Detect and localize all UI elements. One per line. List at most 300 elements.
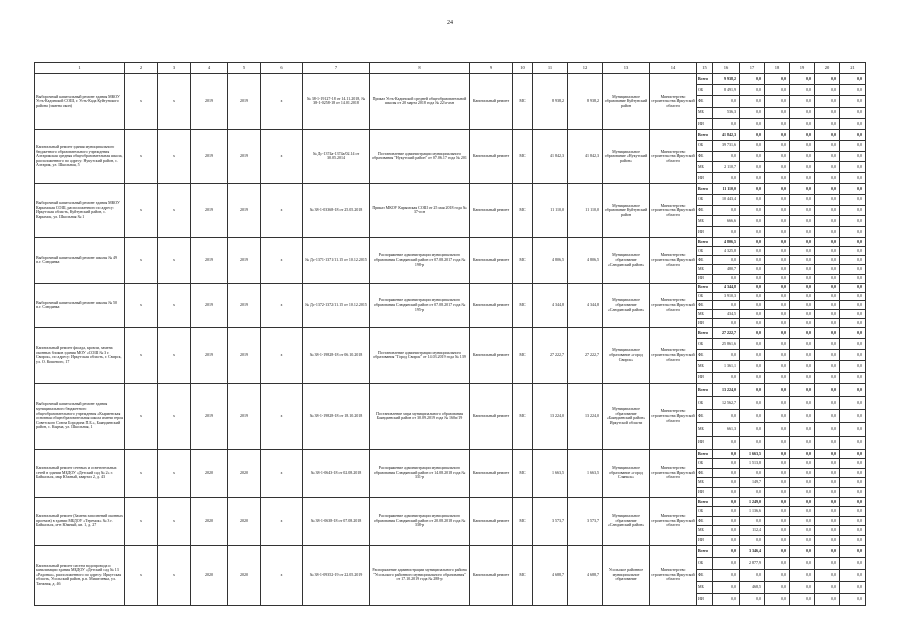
funding-value: 4 325,8: [713, 247, 740, 256]
funding-value: 0,0: [765, 468, 790, 478]
funding-value: 0,0: [740, 301, 765, 310]
funding-value: 0,0: [713, 545, 740, 557]
funding-value: 0,0: [765, 237, 790, 246]
cell-c2: х: [125, 183, 158, 237]
cell-c6: х: [261, 449, 303, 497]
cell-c10: МС: [513, 497, 533, 545]
funding-value: 0,0: [765, 205, 790, 216]
cell-c12: 4 688,7: [568, 545, 603, 605]
funding-value: 0,0: [740, 129, 765, 140]
funding-value: 3 346,4: [740, 545, 765, 557]
cell-c8: Постановление мэра муниципального образования Баяндаевский район от 30.09.2019 года № 160п/19: [370, 383, 470, 449]
funding-value: 0,0: [840, 151, 866, 162]
cell-c14: Министерство строительства Иркутской области: [650, 545, 697, 605]
funding-source-label: ФБ: [697, 96, 713, 107]
cell-name: Капитальный ремонт здания муниципального бюджетного образовательного учреждения Алтарикская средняя общеобразовательная школа, расположенного по адресу: Нукутский район, с. Алтарик, ул. Школьная, 5: [35, 129, 125, 183]
funding-value: 0,0: [815, 265, 840, 274]
funding-value: 0,0: [790, 410, 815, 423]
funding-value: 0,0: [815, 107, 840, 118]
funding-value: 666,6: [713, 216, 740, 227]
cell-c9: Капитальный ремонт: [470, 183, 513, 237]
funding-value: 0,0: [840, 319, 866, 328]
funding-value: 0,0: [790, 327, 815, 338]
funding-value: 0,0: [815, 436, 840, 449]
funding-value: 0,0: [790, 194, 815, 205]
cell-c2: х: [125, 74, 158, 130]
funding-value: 0,0: [765, 183, 790, 194]
funding-value: 0,0: [740, 283, 765, 292]
funding-value: 0,0: [815, 557, 840, 569]
funding-source-label: МБ: [697, 526, 713, 536]
funding-value: 0,0: [790, 140, 815, 151]
cell-c13: Муниципальное образование Куйтунский район: [603, 74, 650, 130]
cell-c10: МС: [513, 129, 533, 183]
funding-source-label: МБ: [697, 478, 713, 488]
cell-c12: 11 110,0: [568, 183, 603, 237]
column-number-11: 11: [533, 63, 568, 74]
funding-value: 0,0: [765, 383, 790, 396]
funding-value: 0,0: [790, 151, 815, 162]
cell-c7: № 38-1-0638-18 от 07.08.2018: [303, 497, 370, 545]
funding-value: 27 222,7: [713, 327, 740, 338]
cell-c4: 2020: [191, 545, 228, 605]
funding-value: 0,0: [815, 545, 840, 557]
funding-value: 0,0: [765, 118, 790, 129]
column-number-20: 20: [815, 63, 840, 74]
funding-value: 0,0: [815, 237, 840, 246]
funding-value: 0,0: [840, 107, 866, 118]
table-row: [35, 74, 866, 85]
funding-source-label: ИИ: [697, 488, 713, 498]
funding-value: 0,0: [740, 162, 765, 173]
cell-c14: Министерство строительства Иркутской области: [650, 237, 697, 283]
cell-c11: 4 344,8: [533, 283, 568, 327]
funding-value: 0,0: [815, 319, 840, 328]
cell-c11: 1 663,5: [533, 449, 568, 497]
funding-source-label: ОБ: [697, 194, 713, 205]
funding-value: 0,0: [765, 319, 790, 328]
funding-value: 0,0: [713, 227, 740, 238]
funding-value: 0,0: [740, 423, 765, 436]
funding-value: 0,0: [765, 140, 790, 151]
funding-value: 0,0: [713, 301, 740, 310]
funding-value: 0,0: [815, 497, 840, 507]
funding-value: 468,5: [740, 581, 765, 593]
funding-value: 0,0: [840, 557, 866, 569]
funding-source-label: ФБ: [697, 256, 713, 265]
funding-source-label: ФБ: [697, 350, 713, 361]
funding-value: 0,0: [840, 383, 866, 396]
cell-c6: х: [261, 183, 303, 237]
funding-value: 0,0: [740, 107, 765, 118]
cell-c13: Муниципальное образование «Слюдянский район»: [603, 283, 650, 327]
funding-value: 1 249,0: [740, 497, 765, 507]
funding-value: 0,0: [740, 265, 765, 274]
column-number-row: [35, 63, 866, 74]
column-number-1: 1: [35, 63, 125, 74]
funding-value: 0,0: [840, 581, 866, 593]
funding-value: 0,0: [790, 449, 815, 459]
funding-value: 0,0: [840, 274, 866, 283]
funding-value: 0,0: [815, 310, 840, 319]
funding-value: 0,0: [815, 118, 840, 129]
cell-c2: х: [125, 545, 158, 605]
funding-value: 0,0: [713, 497, 740, 507]
objects-table: [34, 62, 866, 606]
cell-c14: Министерство строительства Иркутской области: [650, 183, 697, 237]
funding-value: 0,0: [740, 216, 765, 227]
funding-source-label: Всего: [697, 74, 713, 85]
funding-value: 0,0: [713, 319, 740, 328]
funding-value: 0,0: [713, 350, 740, 361]
table-row: [35, 545, 866, 557]
funding-value: 0,0: [765, 216, 790, 227]
cell-c6: х: [261, 129, 303, 183]
funding-value: 0,0: [840, 545, 866, 557]
funding-value: 0,0: [765, 410, 790, 423]
funding-source-label: ФБ: [697, 569, 713, 581]
funding-value: 0,0: [840, 118, 866, 129]
funding-value: 0,0: [790, 256, 815, 265]
funding-value: 0,0: [765, 227, 790, 238]
funding-value: 0,0: [790, 74, 815, 85]
funding-value: 0,0: [765, 557, 790, 569]
funding-value: 0,0: [740, 372, 765, 383]
funding-value: 0,0: [840, 162, 866, 173]
funding-value: 0,0: [765, 545, 790, 557]
funding-value: 0,0: [840, 74, 866, 85]
funding-value: 0,0: [790, 545, 815, 557]
cell-name: Выборочный капитальный ремонт здания МКОУ Карымская СОШ, расположенного по адресу: Иркутская область, Куйтунский район, с. Карымск, ул. Школьная № 1: [35, 183, 125, 237]
funding-value: 0,0: [740, 205, 765, 216]
funding-source-label: Всего: [697, 497, 713, 507]
cell-c5: 2020: [228, 449, 261, 497]
funding-value: 10 443,4: [713, 194, 740, 205]
funding-value: 0,0: [765, 339, 790, 350]
funding-value: 0,0: [713, 372, 740, 383]
funding-source-label: МБ: [697, 361, 713, 372]
funding-value: 0,0: [765, 265, 790, 274]
funding-value: 0,0: [815, 526, 840, 536]
cell-c5: 2019: [228, 74, 261, 130]
funding-value: 0,0: [815, 478, 840, 488]
funding-value: 0,0: [765, 372, 790, 383]
funding-value: 0,0: [815, 256, 840, 265]
funding-value: 0,0: [790, 526, 815, 536]
funding-value: 0,0: [815, 423, 840, 436]
funding-source-label: ИИ: [697, 536, 713, 546]
column-number-8: 8: [370, 63, 470, 74]
funding-value: 0,0: [815, 339, 840, 350]
cell-c14: Министерство строительства Иркутской области: [650, 449, 697, 497]
funding-value: 0,0: [815, 536, 840, 546]
cell-c9: Капитальный ремонт: [470, 449, 513, 497]
cell-c11: 4 806,5: [533, 237, 568, 283]
funding-value: 0,0: [765, 96, 790, 107]
cell-c7: № Дс-1372-1372/11.15 от 10.12.2015: [303, 283, 370, 327]
funding-value: 0,0: [840, 372, 866, 383]
funding-value: 0,0: [790, 319, 815, 328]
cell-c9: Капитальный ремонт: [470, 327, 513, 383]
funding-value: 0,0: [740, 247, 765, 256]
cell-c5: 2019: [228, 129, 261, 183]
funding-source-label: МБ: [697, 162, 713, 173]
funding-value: 0,0: [790, 497, 815, 507]
cell-c4: 2019: [191, 283, 228, 327]
funding-source-label: Всего: [697, 283, 713, 292]
cell-c10: МС: [513, 327, 533, 383]
funding-value: 0,0: [765, 396, 790, 409]
funding-value: 39 731,6: [713, 140, 740, 151]
funding-value: 0,0: [815, 507, 840, 517]
funding-value: 0,0: [840, 536, 866, 546]
cell-c9: Капитальный ремонт: [470, 545, 513, 605]
funding-source-label: Всего: [697, 129, 713, 140]
funding-source-label: ОБ: [697, 247, 713, 256]
cell-c7: № Дс-1374а-1374а/02.14 от 30.05.2014: [303, 129, 370, 183]
funding-value: 0,0: [815, 151, 840, 162]
funding-value: 0,0: [840, 449, 866, 459]
funding-value: 0,0: [740, 327, 765, 338]
funding-value: 0,0: [765, 581, 790, 593]
cell-c9: Капитальный ремонт: [470, 283, 513, 327]
cell-c14: Министерство строительства Иркутской области: [650, 283, 697, 327]
cell-c10: МС: [513, 183, 533, 237]
cell-c6: х: [261, 383, 303, 449]
funding-value: 0,0: [740, 118, 765, 129]
funding-value: 0,0: [790, 372, 815, 383]
cell-c3: х: [158, 327, 191, 383]
funding-value: 0,0: [740, 173, 765, 184]
funding-value: 0,0: [765, 478, 790, 488]
funding-value: 0,0: [740, 274, 765, 283]
funding-value: 0,0: [790, 361, 815, 372]
funding-value: 0,0: [790, 350, 815, 361]
funding-value: 0,0: [790, 468, 815, 478]
funding-value: 0,0: [740, 410, 765, 423]
funding-value: 0,0: [740, 468, 765, 478]
cell-c3: х: [158, 183, 191, 237]
cell-c6: х: [261, 545, 303, 605]
funding-value: 0,0: [840, 327, 866, 338]
cell-c11: 8 938,2: [533, 74, 568, 130]
cell-c7: № 38-1-0643-18 от 02.08.2018: [303, 449, 370, 497]
column-number-5: 5: [228, 63, 261, 74]
cell-c13: Муниципальное образование «город Свирск»: [603, 327, 650, 383]
table-row: [35, 283, 866, 292]
cell-c13: Муниципальное образование «Слюдянский район»: [603, 497, 650, 545]
cell-c10: МС: [513, 283, 533, 327]
funding-value: 0,0: [713, 151, 740, 162]
funding-value: 0,0: [740, 516, 765, 526]
funding-source-label: ИИ: [697, 118, 713, 129]
cell-c3: х: [158, 283, 191, 327]
funding-value: 0,0: [840, 436, 866, 449]
funding-value: 0,0: [815, 283, 840, 292]
funding-value: 0,0: [765, 507, 790, 517]
funding-value: 0,0: [815, 301, 840, 310]
funding-value: 0,0: [840, 227, 866, 238]
funding-value: 0,0: [740, 227, 765, 238]
funding-source-label: ОБ: [697, 292, 713, 301]
cell-c11: 27 222,7: [533, 327, 568, 383]
funding-value: 0,0: [713, 526, 740, 536]
funding-value: 0,0: [840, 459, 866, 469]
funding-value: 0,0: [740, 436, 765, 449]
funding-value: 0,0: [765, 488, 790, 498]
table-row: [35, 383, 866, 396]
cell-c5: 2019: [228, 327, 261, 383]
funding-value: 0,0: [765, 497, 790, 507]
funding-value: 0,0: [790, 581, 815, 593]
cell-c9: Капитальный ремонт: [470, 129, 513, 183]
cell-c7: № 38-1-03368-18 от 25.05.2018: [303, 183, 370, 237]
cell-c4: 2019: [191, 129, 228, 183]
funding-source-label: ФБ: [697, 301, 713, 310]
funding-value: 0,0: [713, 173, 740, 184]
funding-value: 0,0: [815, 516, 840, 526]
funding-value: 0,0: [790, 396, 815, 409]
cell-c2: х: [125, 129, 158, 183]
funding-value: 0,0: [815, 383, 840, 396]
cell-c4: 2019: [191, 183, 228, 237]
funding-value: 0,0: [840, 96, 866, 107]
cell-name: Выборочный капитальный ремонт здания МКОУ Усть-Кадинской СОШ, г. Усть-Када Куйтунского района (замена окон): [35, 74, 125, 130]
funding-value: 0,0: [815, 488, 840, 498]
funding-value: 0,0: [765, 327, 790, 338]
funding-value: 0,0: [840, 593, 866, 605]
cell-c7: № 38-1-19828-18 от 06.10.2018: [303, 327, 370, 383]
funding-value: 0,0: [713, 436, 740, 449]
cell-c12: 41 842,3: [568, 129, 603, 183]
funding-value: 0,0: [840, 247, 866, 256]
funding-value: 0,0: [765, 423, 790, 436]
funding-value: 0,0: [840, 310, 866, 319]
funding-value: 0,0: [790, 129, 815, 140]
funding-value: 0,0: [765, 107, 790, 118]
cell-c13: Муниципальное образование «Баяндаевский район» Иркутской области: [603, 383, 650, 449]
funding-value: 0,0: [790, 339, 815, 350]
funding-value: 0,0: [790, 593, 815, 605]
funding-source-label: ОБ: [697, 396, 713, 409]
cell-c9: Капитальный ремонт: [470, 497, 513, 545]
cell-c5: 2019: [228, 183, 261, 237]
cell-c5: 2019: [228, 383, 261, 449]
funding-value: 0,0: [713, 118, 740, 129]
funding-value: 0,0: [790, 183, 815, 194]
funding-source-label: ИИ: [697, 274, 713, 283]
funding-value: 0,0: [840, 194, 866, 205]
funding-source-label: ФБ: [697, 205, 713, 216]
cell-c13: Муниципальное образование Куйтунский район: [603, 183, 650, 237]
funding-value: 0,0: [815, 216, 840, 227]
funding-value: 0,0: [740, 383, 765, 396]
column-number-16: 16: [713, 63, 740, 74]
funding-value: 0,0: [713, 205, 740, 216]
funding-value: 0,0: [815, 593, 840, 605]
cell-c4: 2020: [191, 497, 228, 545]
table-row: [35, 449, 866, 459]
funding-source-label: Всего: [697, 449, 713, 459]
funding-value: 0,0: [790, 162, 815, 173]
funding-value: 4 806,5: [713, 237, 740, 246]
funding-value: 0,0: [790, 536, 815, 546]
cell-c11: 3 573,7: [533, 497, 568, 545]
table-row: [35, 237, 866, 246]
cell-c3: х: [158, 74, 191, 130]
funding-value: 0,0: [815, 173, 840, 184]
cell-c11: 11 110,0: [533, 183, 568, 237]
funding-value: 0,0: [840, 173, 866, 184]
funding-value: 0,0: [840, 497, 866, 507]
funding-value: 0,0: [765, 459, 790, 469]
funding-source-label: ФБ: [697, 516, 713, 526]
table-row: [35, 327, 866, 338]
funding-value: 0,0: [790, 118, 815, 129]
funding-value: 0,0: [765, 173, 790, 184]
funding-value: 0,0: [765, 526, 790, 536]
funding-value: 0,0: [790, 96, 815, 107]
funding-value: 0,0: [740, 536, 765, 546]
funding-value: 0,0: [740, 593, 765, 605]
table-row: [35, 183, 866, 194]
funding-value: 0,0: [840, 140, 866, 151]
funding-value: 0,0: [840, 256, 866, 265]
column-number-3: 3: [158, 63, 191, 74]
cell-c3: х: [158, 497, 191, 545]
cell-c13: Муниципальное образование «Нукутский район»: [603, 129, 650, 183]
cell-c12: 1 663,5: [568, 449, 603, 497]
page-number: 24: [447, 20, 453, 26]
funding-value: 0,0: [815, 361, 840, 372]
funding-value: 0,0: [815, 247, 840, 256]
cell-name: Выборочный капитальный ремонт здания муниципального бюджетного общеобразовательного учреждения «Кырменская основная общеобразовательная школа имени героя Советского Союза Бородина П.Б.», Баяндаевский район, с. Кырма, ул. Школьная, 1: [35, 383, 125, 449]
cell-c13: Муниципальное образование «Слюдянский район»: [603, 237, 650, 283]
cell-c12: 27 222,7: [568, 327, 603, 383]
funding-value: 0,0: [740, 488, 765, 498]
cell-c4: 2019: [191, 383, 228, 449]
funding-value: 0,0: [790, 507, 815, 517]
funding-value: 0,0: [765, 301, 790, 310]
funding-value: 0,0: [765, 283, 790, 292]
funding-value: 0,0: [765, 310, 790, 319]
cell-c12: 8 938,2: [568, 74, 603, 130]
funding-value: 0,0: [765, 247, 790, 256]
funding-value: 25 861,6: [713, 339, 740, 350]
cell-c7: № 38-1-09352-19 от 22.05.2019: [303, 545, 370, 605]
column-number-19: 19: [790, 63, 815, 74]
funding-source-label: ИИ: [697, 372, 713, 383]
funding-value: 0,0: [713, 96, 740, 107]
funding-value: 0,0: [790, 383, 815, 396]
funding-value: 0,0: [840, 205, 866, 216]
funding-value: 41 842,3: [713, 129, 740, 140]
column-number-18: 18: [765, 63, 790, 74]
table-row: [35, 497, 866, 507]
funding-value: 8 491,9: [713, 85, 740, 96]
funding-value: 0,0: [740, 361, 765, 372]
funding-source-label: ИИ: [697, 593, 713, 605]
funding-value: 2 110,7: [713, 162, 740, 173]
cell-c2: х: [125, 283, 158, 327]
funding-value: 0,0: [790, 423, 815, 436]
column-number-17: 17: [740, 63, 765, 74]
funding-value: 0,0: [765, 536, 790, 546]
funding-value: 0,0: [790, 237, 815, 246]
funding-value: 3 910,3: [713, 292, 740, 301]
funding-value: 0,0: [790, 247, 815, 256]
funding-value: 0,0: [740, 237, 765, 246]
